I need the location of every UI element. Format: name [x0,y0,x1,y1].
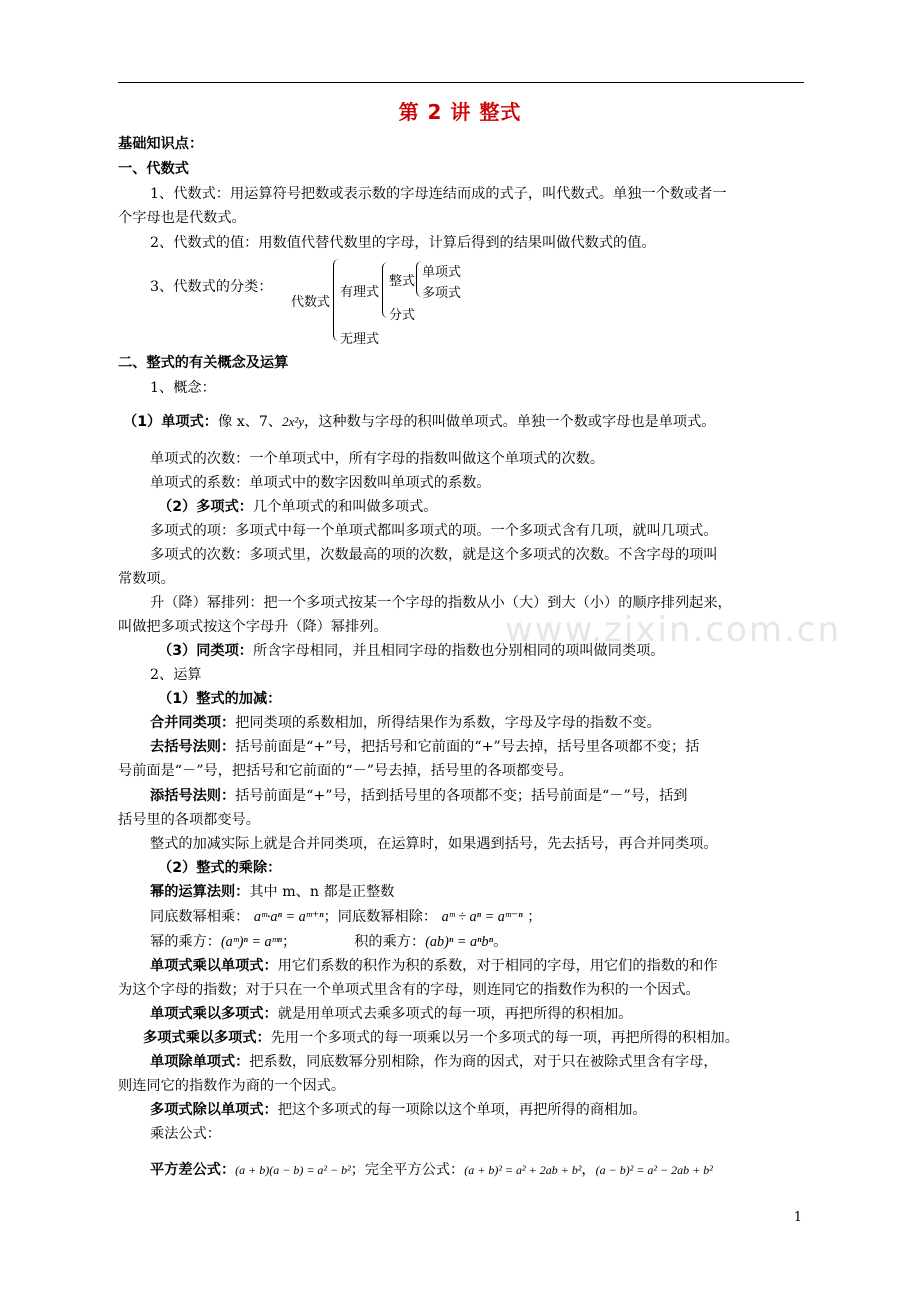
mono-times-mono-2: 为这个字母的指数；对于只在一个单项式里含有的字母，则连同它的指数作为积的一个因式。 [118,982,700,998]
polynomial-degree-1: 多项式的次数：多项式里，次数最高的项的次数，就是这个多项式的次数。不含字母的项叫 [150,547,718,563]
polynomial-term: 多项式的项：多项式中每一个单项式都叫多项式的项。一个多项式含有几项，就叫几项式。 [150,523,718,539]
tree-irrational: 无理式 [340,332,380,347]
tree-root: 代数式 [291,295,331,310]
tree-fractional: 分式 [389,308,416,323]
addsub-note: 整式的加减实际上就是合并同类项，在运算时，如果遇到括号，先去括号，再合并同类项。 [150,836,718,852]
mono-times-mono-1: 单项式乘以单项式：用它们系数的积作为积的系数，对于相同的字母，用它们的指数的和作 [150,958,718,974]
tree-integral: 整式 [389,274,416,289]
polynomial-def: （2）多项式：几个单项式的和叫做多项式。 [158,499,438,515]
same-base-rules: 同底数幂相乘： aᵐ·aⁿ = aᵐ⁺ⁿ；同底数幂相除： aᵐ ÷ aⁿ = aᵐ⁻ⁿ ； [150,909,542,925]
power-of-power: 幂的乘方：(aᵐ)ⁿ = aᵐⁿ； 积的乘方：(ab)ⁿ = aⁿbⁿ。 [150,934,508,950]
operations-heading: 2、运算 [150,667,202,683]
poly-div-mono: 多项式除以单项式：把这个多项式的每一项除以这个单项，再把所得的商相加。 [150,1102,647,1118]
add-paren-1: 添括号法则：括号前面是“+”号，括到括号里的各项都不变；括号前面是“－”号，括到 [150,788,688,804]
tree-monomial: 单项式 [422,265,462,280]
order-1: 升（降）幂排列：把一个多项式按某一个字母的指数从小（大）到大（小）的顺序排列起来， [150,595,732,611]
power-of-power-expr: (aᵐ)ⁿ = aᵐⁿ [220,934,283,950]
tree-brace-root [333,259,340,341]
mono-div-mono-2: 则连同它的指数作为商的一个因式。 [118,1078,346,1094]
mono-div-mono-1: 单项除单项式：把系数，同底数幂分别相除，作为商的因式，对于只在被除式里含有字母， [150,1054,718,1070]
like-terms-def: （3）同类项：所含字母相同，并且相同字母的指数也分别相同的项叫做同类项。 [158,643,665,659]
tree-polynomial: 多项式 [422,286,462,301]
para-expr-value: 2、代数式的值：用数值代替代数里的字母，计算后得到的结果叫做代数式的值。 [150,235,656,251]
formula-heading: 乘法公式： [150,1126,221,1142]
perfect-square-minus-expr: (a − b)² = a² − 2ab + b² [595,1163,713,1177]
watermark: www.zixin.com.cn [505,610,841,650]
concept-heading: 1、概念： [150,380,216,396]
section1-heading: 一、代数式 [118,161,189,177]
tree-rational: 有理式 [340,285,380,300]
monomial-coef: 单项式的系数：单项式中的数字因数叫单项式的系数。 [150,475,491,491]
remove-paren-2: 号前面是“－”号，把括号和它前面的“－”号去掉，括号里的各项都变号。 [118,763,573,779]
para-algebraic-expr-1: 1、代数式：用运算符号把数或表示数的字母连结而成的式子，叫代数式。单独一个数或者一 [150,186,727,202]
same-base-mul-expr: aᵐ·aⁿ = aᵐ⁺ⁿ [253,909,324,925]
square-diff-expr: (a + b)(a − b) = a² − b² [235,1163,351,1177]
poly-times-poly: 多项式乘以多项式：先用一个多项式的每一项乘以另一个多项式的每一项，再把所得的积相加。 [143,1030,739,1046]
polynomial-degree-2: 常数项。 [118,571,175,587]
power-rules: 幂的运算法则：其中 m、n 都是正整数 [150,884,395,900]
order-2: 叫做把多项式按这个字母升（降）幂排列。 [118,619,388,635]
page-title: 第 2 讲 整式 [398,100,522,124]
formulas-line: 平方差公式：(a + b)(a − b) = a² − b²；完全平方公式：(a + b)² = a² + 2ab + b²，(a − b)² = a² − 2ab + b² [150,1162,713,1178]
mono-times-poly: 单项式乘以多项式：就是用单项式去乘多项式的每一项，再把所得的积相加。 [150,1006,633,1022]
monomial-def: （1）单项式：像 x、7、2x²y，这种数与字母的积叫做单项式。单独一个数或字母也是单项式。 [123,414,716,430]
header-rule [118,82,804,83]
addsub-heading: （1）整式的加减： [158,691,282,707]
add-paren-2: 括号里的各项都变号。 [118,812,260,828]
muldiv-heading: （2）整式的乘除： [158,860,282,876]
power-of-product-expr: (ab)ⁿ = aⁿbⁿ [425,934,494,950]
same-base-div-expr: aᵐ ÷ aⁿ = aᵐ⁻ⁿ [441,909,523,925]
para-algebraic-expr-2: 个字母也是代数式。 [118,210,246,226]
page-number: 1 [793,1210,802,1225]
monomial-expr: 2x²y [282,414,305,429]
perfect-square-plus-expr: (a + b)² = a² + 2ab + b² [464,1163,582,1177]
section2-heading: 二、整式的有关概念及运算 [118,355,289,371]
combine-like-terms: 合并同类项：把同类项的系数相加，所得结果作为系数，字母及字母的指数不变。 [150,715,661,731]
remove-paren-1: 去括号法则：括号前面是“+”号，把括号和它前面的“+”号去掉，括号里各项都不变；括 [150,739,700,755]
monomial-degree: 单项式的次数：一个单项式中，所有字母的指数叫做这个单项式的次数。 [150,451,605,467]
tree-brace-rational [382,262,389,318]
para-classification: 3、代数式的分类： [150,279,273,295]
basics-heading: 基础知识点： [118,136,204,152]
